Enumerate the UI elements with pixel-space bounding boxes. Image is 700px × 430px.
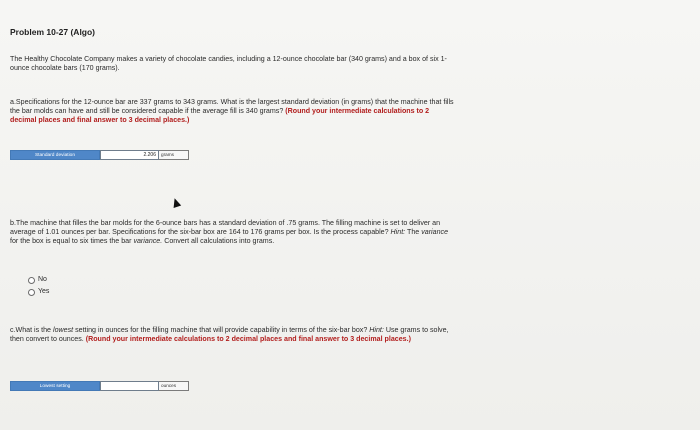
part-b-question (10, 219, 455, 247)
mouse-cursor-icon (171, 197, 181, 208)
part-b-hint-variance-2: variance. (133, 237, 163, 246)
ounces-unit-label: ounces (159, 381, 189, 391)
part-c-instruction: (Round your intermediate calculations to 2 decimal places and final answer to 3 decimal places.) (85, 335, 411, 344)
part-c-text-1: c.What is the (10, 326, 52, 334)
problem-intro: The Healthy Chocolate Company makes a variety of chocolate candies, including a 12-ounce chocolate bar (340 grams) and a box of six 1-ounce chocolate bars (170 grams). (10, 55, 447, 73)
option-no[interactable] (28, 274, 49, 286)
part-c-text-lowest: lowest (53, 326, 74, 334)
part-b-hint-text-2: for the box is equal to six times the bar (10, 237, 132, 246)
option-yes[interactable] (28, 286, 49, 298)
option-no-label: No (38, 276, 47, 283)
problem-title: Problem 10-27 (Algo) (10, 27, 96, 37)
standard-deviation-input[interactable] (100, 150, 159, 160)
grams-unit-label: grams (159, 150, 189, 160)
part-b-options (28, 274, 49, 298)
part-a-text: a.Specifications for the 12-ounce bar are 337 grams to 343 grams. What is the largest standard deviation (in grams) that the machine that fills the bar molds can have and still be considered capable if the average fill is 340 grams? (10, 98, 454, 116)
part-c-hint-text: Use grams to solve, then convert to ounces. (10, 326, 449, 344)
part-a-question (10, 98, 455, 126)
part-c-question (10, 326, 455, 344)
part-b-hint-variance-1: variance (421, 228, 449, 237)
part-c-hint-label: Hint: (369, 326, 384, 334)
part-b-hint-text-1: The (406, 228, 420, 237)
part-a-answer-row (10, 150, 189, 160)
part-c-answer-row (10, 381, 189, 391)
part-b-hint-text-3: Convert all calculations into grams. (164, 237, 275, 246)
radio-yes-icon[interactable] (28, 289, 35, 296)
part-a-instruction: (Round your intermediate calculations to 2 decimal places and final answer to 3 decimal places.) (10, 107, 430, 125)
lowest-setting-label: Lowest setting (10, 381, 100, 391)
part-b-hint-label: Hint: (390, 228, 406, 237)
standard-deviation-label: Standard deviation (10, 150, 100, 160)
part-c-text-2: setting in ounces for the filling machine that will provide capability in terms of the six-bar box? (75, 326, 368, 334)
part-b-text: b.The machine that filles the bar molds for the 6-ounce bars has a standard deviation of .75 grams. The filling machine is set to deliver an average of 1.01 ounces per bar. Specifications for the six-bar box are 164 to 176 grams per box. Is the process capable? (10, 219, 441, 237)
lowest-setting-input[interactable] (100, 381, 159, 391)
option-yes-label: Yes (38, 288, 50, 295)
radio-no-icon[interactable] (28, 277, 35, 284)
